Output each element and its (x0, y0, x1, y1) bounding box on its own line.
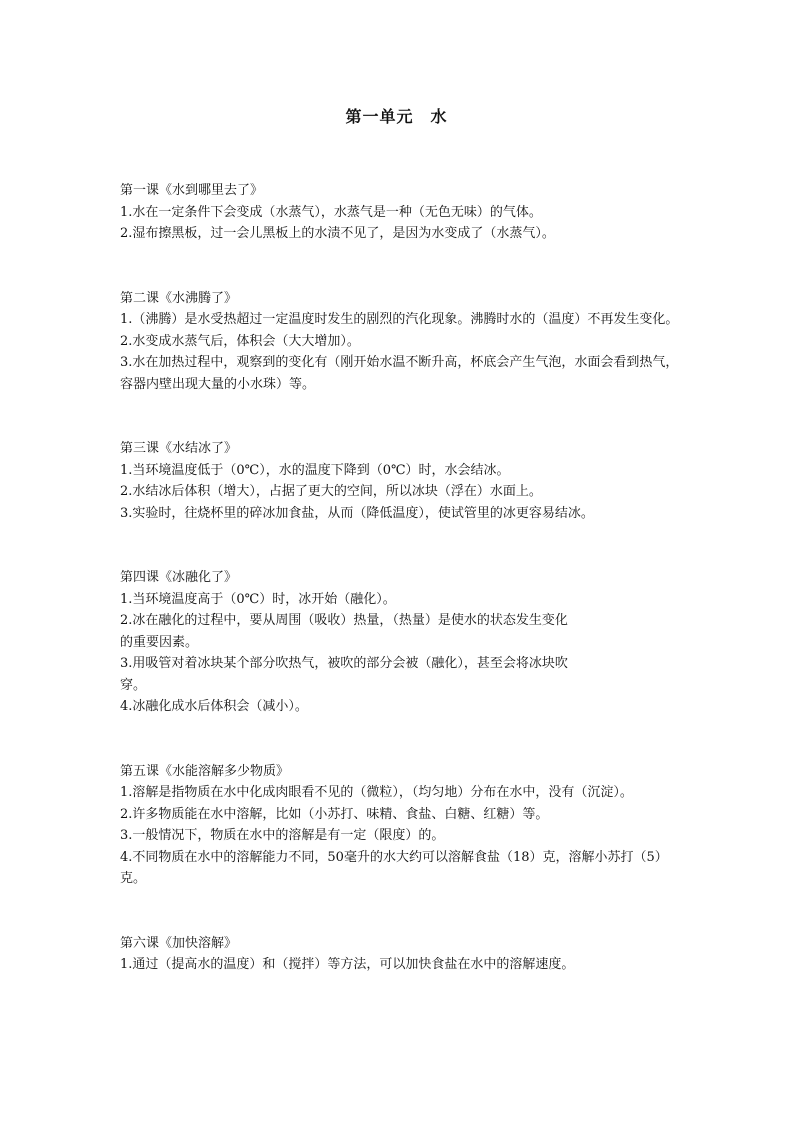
lesson-title: 第六课《加快溶解》 (120, 935, 238, 951)
lesson-item: 3.水在加热过程中，观察到的变化有（刚开始水温不断升高，杯底会产生气泡，水面会看到热气，容器内壁出现大量的小水珠）等。 (120, 355, 679, 392)
lesson-item: 1.溶解是指物质在水中化成肉眼看不见的（微粒），（均匀地）分布在水中，没有（沉淀）。 (120, 785, 633, 800)
lesson-item: 4.不同物质在水中的溶解能力不同，50毫升的水大约可以溶解食盐（18）克，溶解小苏打（5）克。 (120, 849, 668, 886)
lesson-item: 2.冰在融化的过程中，要从周围（吸收）热量，（热量）是使水的状态发生变化的重要因素。 (120, 613, 568, 650)
lesson-item: 2.湿布擦黑板，过一会儿黑板上的水渍不见了，是因为水变成了（水蒸气）。 (120, 226, 555, 241)
lesson-item: 2.水结冰后体积（增大），占据了更大的空间，所以冰块（浮在）水面上。 (120, 484, 542, 499)
lesson-4 (120, 567, 680, 718)
lesson-1 (120, 180, 680, 245)
lesson-title: 第二课《水沸腾了》 (120, 290, 238, 306)
lesson-title: 第五课《水能溶解多少物质》 (120, 763, 290, 779)
lesson-item: 2.水变成水蒸气后，体积会（大大增加）。 (120, 333, 360, 349)
lesson-item: 3.一般情况下，物质在水中的溶解是有一定（限度）的。 (120, 828, 445, 843)
lesson-6 (120, 933, 680, 976)
lesson-item: 1.当环境温度低于（0℃），水的温度下降到（0℃）时，水会结冰。 (120, 462, 510, 478)
lesson-2 (120, 288, 680, 396)
lesson-title: 第四课《冰融化了》 (120, 570, 238, 585)
lesson-5 (120, 761, 680, 890)
lesson-item: 2.许多物质能在水中溶解，比如（小苏打、味精、食盐、白糖、红糖）等。 (120, 806, 549, 822)
lesson-item: 1.当环境温度高于（0℃）时，冰开始（融化）。 (120, 591, 396, 607)
lesson-3 (120, 438, 680, 524)
lesson-item: 3.用吸管对着冰块某个部分吹热气，被吹的部分会被（融化），甚至会将冰块吹穿。 (120, 656, 568, 693)
lesson-item: 1.通过（提高水的温度）和（搅拌）等方法，可以加快食盐在水中的溶解速度。 (120, 957, 575, 972)
lesson-title: 第三课《水结冰了》 (120, 441, 238, 456)
page-title: 第一单元 水 (345, 107, 448, 126)
lesson-item: 1.（沸腾）是水受热超过一定温度时发生的剧烈的汽化现象。沸腾时水的（温度）不再发生变化。 (120, 312, 679, 327)
document-body (120, 180, 680, 976)
lesson-item: 3.实验时，往烧杯里的碎冰加食盐，从而（降低温度），使试管里的冰更容易结冰。 (120, 505, 594, 521)
lesson-title: 第一课《水到哪里去了》 (120, 183, 264, 198)
lesson-item: 4.冰融化成水后体积会（减小）。 (120, 699, 308, 714)
lesson-item: 1.水在一定条件下会变成（水蒸气），水蒸气是一种（无色无味）的气体。 (120, 204, 542, 220)
